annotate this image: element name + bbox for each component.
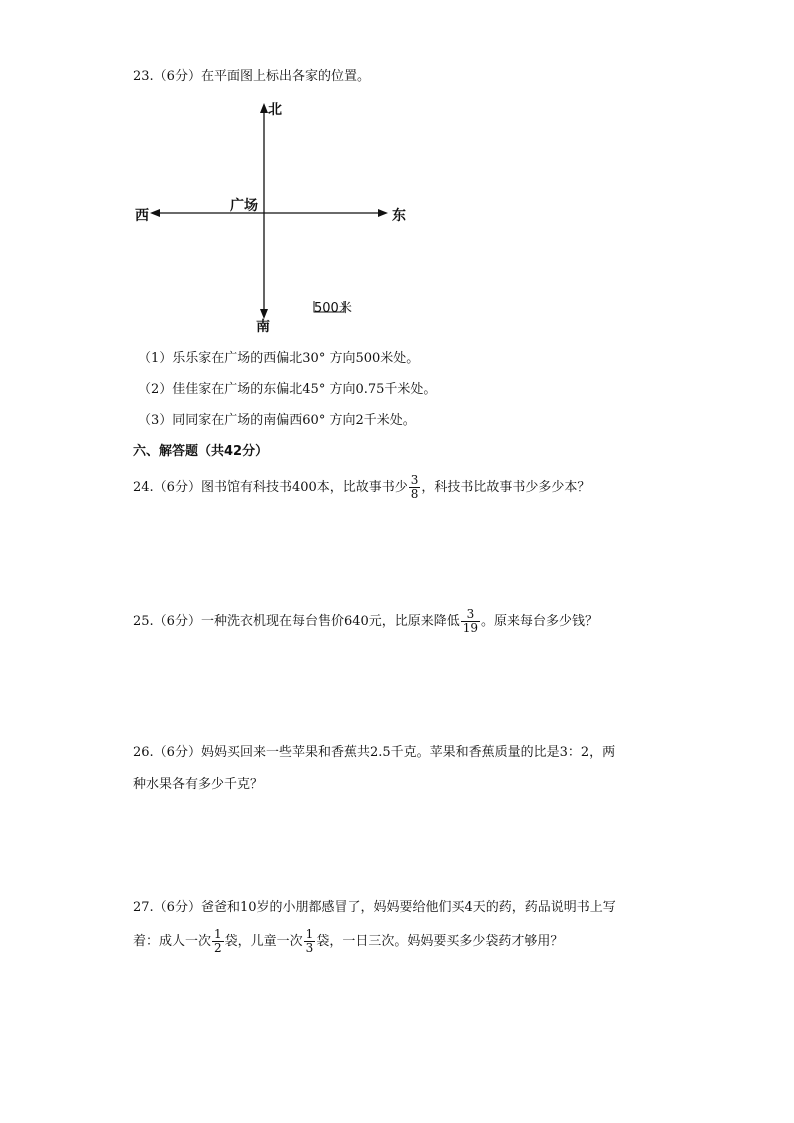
west-arrow-icon — [150, 209, 160, 217]
section-heading: 六、解答题（共42分） — [133, 444, 269, 459]
fraction: $\frac{1}{2}$ — [214, 927, 222, 955]
fraction: $\frac{3}{19}$ — [462, 607, 479, 635]
q26-line-2: 种水果各有多少千克？ — [133, 777, 264, 792]
q27-line-2 — [133, 928, 563, 955]
q24-text-before: 24.（6分）图书馆有科技书400本，比故事书少 — [133, 480, 408, 495]
q23-item-1: （1）乐乐家在广场的西偏北30° 方向500米处。 — [138, 351, 420, 366]
north-arrow-icon — [260, 103, 268, 113]
q27-text-b: 袋，儿童一次 — [224, 934, 303, 949]
q23-item-3: （3）同同家在广场的南偏西60° 方向2千米处。 — [138, 413, 416, 428]
plaza-label: 广场 — [230, 198, 258, 214]
q25-text-after: 。原来每台多少钱？ — [481, 614, 599, 629]
q25-question — [133, 608, 598, 635]
fraction: $\frac{3}{8}$ — [410, 473, 419, 501]
west-label: 西 — [135, 208, 149, 224]
q27-text-c: 袋，一日三次。妈妈要买多少袋药才够用？ — [316, 934, 564, 949]
fraction: $\frac{1}{3}$ — [305, 927, 314, 955]
east-arrow-icon — [378, 209, 388, 217]
q25-text-before: 25.（6分）一种洗衣机现在每台售价640元，比原来降低 — [133, 614, 460, 629]
scale-label: 500米 — [314, 301, 352, 316]
q23-prompt: 23.（6分）在平面图上标出各家的位置。 — [133, 69, 370, 84]
q23-item-2: （2）佳佳家在广场的东偏北45° 方向0.75千米处。 — [138, 382, 437, 397]
q24-question — [133, 474, 590, 501]
q27-line-1: 27.（6分）爸爸和10岁的小朋都感冒了，妈妈要给他们买4天的药，药品说明书上写 — [133, 900, 616, 915]
east-label: 东 — [392, 208, 406, 224]
north-label: 北 — [268, 102, 282, 118]
q24-text-after: ，科技书比故事书少多少本？ — [421, 480, 591, 495]
south-label: 南 — [256, 319, 270, 335]
compass-map — [130, 95, 420, 340]
q27-text-a: 着：成人一次 — [133, 934, 212, 949]
q26-line-1: 26.（6分）妈妈买回来一些苹果和香蕉共2.5千克。苹果和香蕉质量的比是3：2，两 — [133, 745, 616, 760]
